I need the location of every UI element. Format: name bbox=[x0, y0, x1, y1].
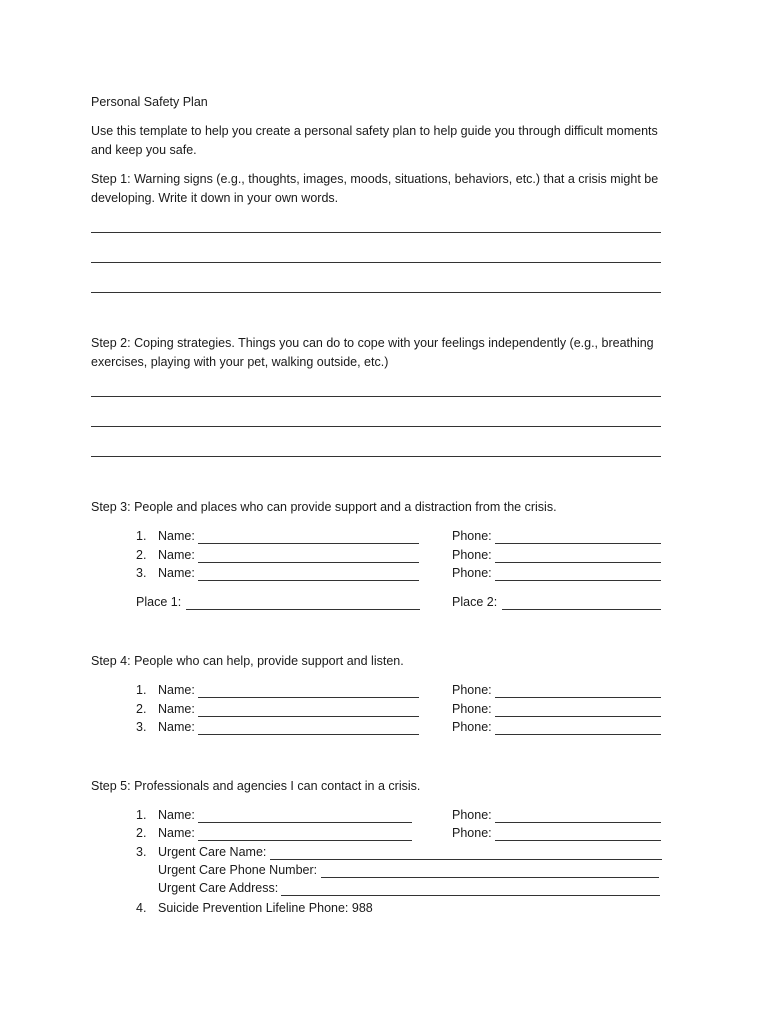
step3-item-1-name-field[interactable] bbox=[198, 543, 419, 544]
step3-item-2-name-field[interactable] bbox=[198, 562, 419, 563]
urgent-care-name-label: Urgent Care Name: bbox=[158, 845, 267, 859]
step4-item-2-number: 2. bbox=[136, 702, 147, 716]
step4-item-2-name-field[interactable] bbox=[198, 716, 419, 717]
step5-heading: Step 5: Professionals and agencies I can contact in a crisis. bbox=[91, 779, 421, 793]
step3-heading: Step 3: People and places who can provide support and a distraction from the crisis. bbox=[91, 500, 557, 514]
step5-item-2-number: 2. bbox=[136, 826, 147, 840]
step3-item-1-phone-field[interactable] bbox=[495, 543, 661, 544]
urgent-care-phone-field[interactable] bbox=[321, 877, 659, 878]
step5-item-2-phone-label: Phone: bbox=[452, 826, 492, 840]
urgent-care-name-field[interactable] bbox=[270, 859, 662, 860]
step5-item-1-phone-label: Phone: bbox=[452, 808, 492, 822]
step4-item-3-name-label: Name: bbox=[158, 720, 195, 734]
step3-item-1-name-label: Name: bbox=[158, 529, 195, 543]
step3-item-3-phone-label: Phone: bbox=[452, 566, 492, 580]
step3-item-1-phone-label: Phone: bbox=[452, 529, 492, 543]
step4-heading: Step 4: People who can help, provide support and listen. bbox=[91, 654, 404, 668]
document-title: Personal Safety Plan bbox=[91, 95, 208, 109]
step4-item-2-name-label: Name: bbox=[158, 702, 195, 716]
step5-item-2-name-field[interactable] bbox=[198, 840, 412, 841]
place-2-field[interactable] bbox=[502, 609, 661, 610]
step3-item-2-name-label: Name: bbox=[158, 548, 195, 562]
step3-item-3-name-label: Name: bbox=[158, 566, 195, 580]
intro-paragraph: Use this template to help you create a personal safety plan to help guide you through difficult moments and keep you safe. bbox=[91, 124, 658, 157]
step3-item-3-number: 3. bbox=[136, 566, 147, 580]
step3-item-2-phone-field[interactable] bbox=[495, 562, 661, 563]
place-1-label: Place 1: bbox=[136, 595, 182, 609]
step2-text: Step 2: Coping strategies. Things you can do to cope with your feelings independently (e.g., breathing exercises, playing with your pet, walking outside, etc.) bbox=[91, 336, 654, 369]
step3-item-2-phone-label: Phone: bbox=[452, 548, 492, 562]
step4-item-1-number: 1. bbox=[136, 683, 147, 697]
step3-item-3-phone-field[interactable] bbox=[495, 580, 661, 581]
step1-line-3[interactable] bbox=[91, 292, 661, 293]
step4-item-1-name-field[interactable] bbox=[198, 697, 419, 698]
urgent-care-address-label: Urgent Care Address: bbox=[158, 881, 279, 895]
place-2-label: Place 2: bbox=[452, 595, 498, 609]
step3-item-2-number: 2. bbox=[136, 548, 147, 562]
step5-item-1-phone-field[interactable] bbox=[495, 822, 661, 823]
step1-text: Step 1: Warning signs (e.g., thoughts, images, moods, situations, behaviors, etc.) that a crisis might be developing. Write it down in your own words. bbox=[91, 172, 659, 205]
step5-item-2-phone-field[interactable] bbox=[495, 840, 661, 841]
urgent-care-address-field[interactable] bbox=[281, 895, 660, 896]
step4-item-2-phone-label: Phone: bbox=[452, 702, 492, 716]
step2-line-2[interactable] bbox=[91, 426, 661, 427]
step5-item-3-number: 3. bbox=[136, 845, 147, 859]
step1-line-1[interactable] bbox=[91, 232, 661, 233]
step5-item-2-name-label: Name: bbox=[158, 826, 195, 840]
step4-item-3-name-field[interactable] bbox=[198, 734, 419, 735]
place-1-field[interactable] bbox=[186, 609, 420, 610]
step3-item-1-number: 1. bbox=[136, 529, 147, 543]
step4-item-2-phone-field[interactable] bbox=[495, 716, 661, 717]
step4-item-3-number: 3. bbox=[136, 720, 147, 734]
step3-item-3-name-field[interactable] bbox=[198, 580, 419, 581]
step4-item-1-phone-label: Phone: bbox=[452, 683, 492, 697]
step1-line-2[interactable] bbox=[91, 262, 661, 263]
step5-item-1-number: 1. bbox=[136, 808, 147, 822]
step5-item-1-name-field[interactable] bbox=[198, 822, 412, 823]
step2-line-3[interactable] bbox=[91, 456, 661, 457]
step4-item-1-phone-field[interactable] bbox=[495, 697, 661, 698]
urgent-care-phone-label: Urgent Care Phone Number: bbox=[158, 863, 318, 877]
step5-item-4-number: 4. bbox=[136, 901, 147, 915]
step4-item-3-phone-label: Phone: bbox=[452, 720, 492, 734]
step2-line-1[interactable] bbox=[91, 396, 661, 397]
step4-item-3-phone-field[interactable] bbox=[495, 734, 661, 735]
step5-item-1-name-label: Name: bbox=[158, 808, 195, 822]
step4-item-1-name-label: Name: bbox=[158, 683, 195, 697]
lifeline-text: Suicide Prevention Lifeline Phone: 988 bbox=[158, 901, 373, 915]
